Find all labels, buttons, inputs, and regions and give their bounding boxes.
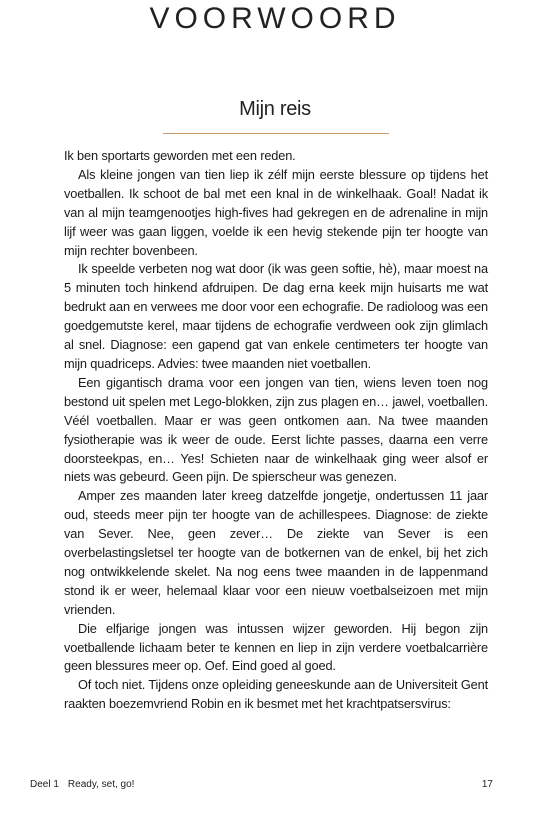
section-title: Mijn reis: [239, 98, 311, 120]
body-text: [64, 147, 488, 714]
paragraph-1: Ik ben sportarts geworden met een reden.: [64, 148, 296, 163]
paragraph-3: Ik speelde verbeten nog wat door (ik was geen softie, hè), maar moest na 5 minuten toch hinkend afdruipen. De dag erna keek mijn huisarts me wat bedrukt aan en verwees me door voor een echografie. De radioloog was een goedgemutste kerel, maar tijdens de echografie verdween ook zijn glimlach al snel. Diagnose: een gapend gat van enkele centimeters ter hoogte van mijn quadriceps. Advies: twee maanden niet voetballen.: [64, 261, 488, 371]
page-number: 17: [481, 779, 493, 790]
paragraph-5: Amper zes maanden later kreeg datzelfde jongetje, ondertussen 11 jaar oud, steeds meer pijn ter hoogte van de achillespees. Diagnose: de ziekte van Sever. Nee, geen zever… De ziekte van Sever is een overbelastingsletsel ter hoogte van de botkernen van de enkel, bij het zich nog ontwikkelende skelet. Na nog eens twee maanden in de lappenmand stond ik er weer, helemaal klaar voor een nieuw voetbalseizoen met mijn vrienden.: [64, 488, 488, 617]
running-footer: [30, 779, 134, 790]
paragraph-7: Of toch niet. Tijdens onze opleiding geneeskunde aan de Universiteit Gent raakten boezemvriend Robin en ik besmet met het krachtpatsersvirus:: [64, 677, 488, 712]
page-header: VOORWOORD: [149, 2, 401, 35]
paragraph-4: Een gigantisch drama voor een jongen van tien, wiens leven toen nog bestond uit spelen met Lego-blokken, zijn zus plagen en… jawel, voetballen. Véél voetballen. Maar er was geen ontkomen aan. Na twee maanden fysiotherapie was ik weer de oude. Eerst lichte passes, daarna een verre doorsteekpas, en… Yes! Schieten naar de winkelhaak ging weer alsof er niets was gebeurd. Geen pijn. De spierscheur was genezen.: [64, 374, 488, 485]
paragraph-2: Als kleine jongen van tien liep ik zélf mijn eerste blessure op tijdens het voetballen. Ik schoot de bal met een knal in de winkelhaak. Goal! Nadat ik van al mijn teamgenootjes high-fives had gekregen en de adrenaline in mijn lijf weer was gaan liggen, voelde ik een hevig stekende pijn ter hoogte van mijn rechter bovenbeen.: [64, 166, 488, 258]
footer-chapter: Ready, set, go!: [67, 779, 135, 790]
paragraph-6: Die elfjarige jongen was intussen wijzer geworden. Hij begon zijn voetballende lichaam beter te kennen en liep in zijn verdere voetbalcarrière geen blessures meer op. Oef. Eind goed al goed.: [64, 620, 488, 674]
section-divider: [163, 133, 389, 134]
footer-part: Deel 1: [30, 779, 59, 790]
